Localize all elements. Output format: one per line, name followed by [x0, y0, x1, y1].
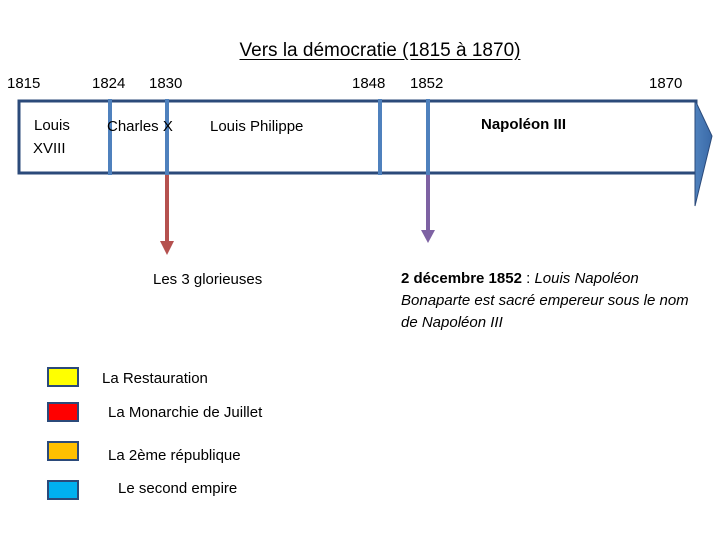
year-1815: 1815	[7, 75, 41, 92]
legend-swatch-restauration	[47, 367, 79, 387]
diagram-title: Vers la démocratie (1815 à 1870)	[239, 40, 521, 61]
legend-label-restauration: La Restauration	[102, 370, 208, 387]
event-coup-text: Louis Napoléon Bonaparte est sacré empereur sous le nom de Napoléon III	[401, 270, 689, 331]
event-coup-separator: :	[521, 270, 535, 287]
legend-label-monarchie-juillet: La Monarchie de Juillet	[108, 404, 263, 421]
timeline-arrowhead	[695, 100, 712, 206]
legend-swatch-monarchie-juillet	[47, 402, 79, 422]
reign-louis-xviii-line2: XVIII	[33, 140, 66, 157]
legend-label-second-empire: Le second empire	[118, 480, 238, 497]
event-les-3-glorieuses: Les 3 glorieuses	[153, 271, 263, 288]
legend-swatch-second-empire	[47, 480, 79, 500]
reign-louis-philippe: Louis Philippe	[210, 118, 304, 135]
year-1870: 1870	[649, 75, 683, 92]
timeline-bar	[19, 101, 696, 173]
reign-charles-x: Charles X	[107, 118, 173, 135]
year-1824: 1824	[92, 75, 126, 92]
arrow-coup-head	[421, 230, 435, 243]
year-1848: 1848	[352, 75, 386, 92]
event-coup-detat	[401, 268, 701, 334]
reign-louis-xviii-line1: Louis	[34, 117, 70, 134]
legend-label-2eme-republique: La 2ème république	[108, 447, 241, 464]
year-1852: 1852	[410, 75, 444, 92]
reign-napoleon-iii: Napoléon III	[481, 116, 567, 133]
event-coup-date: 2 décembre 1852	[401, 270, 522, 287]
year-1830: 1830	[149, 75, 183, 92]
legend-swatch-2eme-republique	[47, 441, 79, 461]
arrow-glorieuses-head	[160, 241, 174, 255]
